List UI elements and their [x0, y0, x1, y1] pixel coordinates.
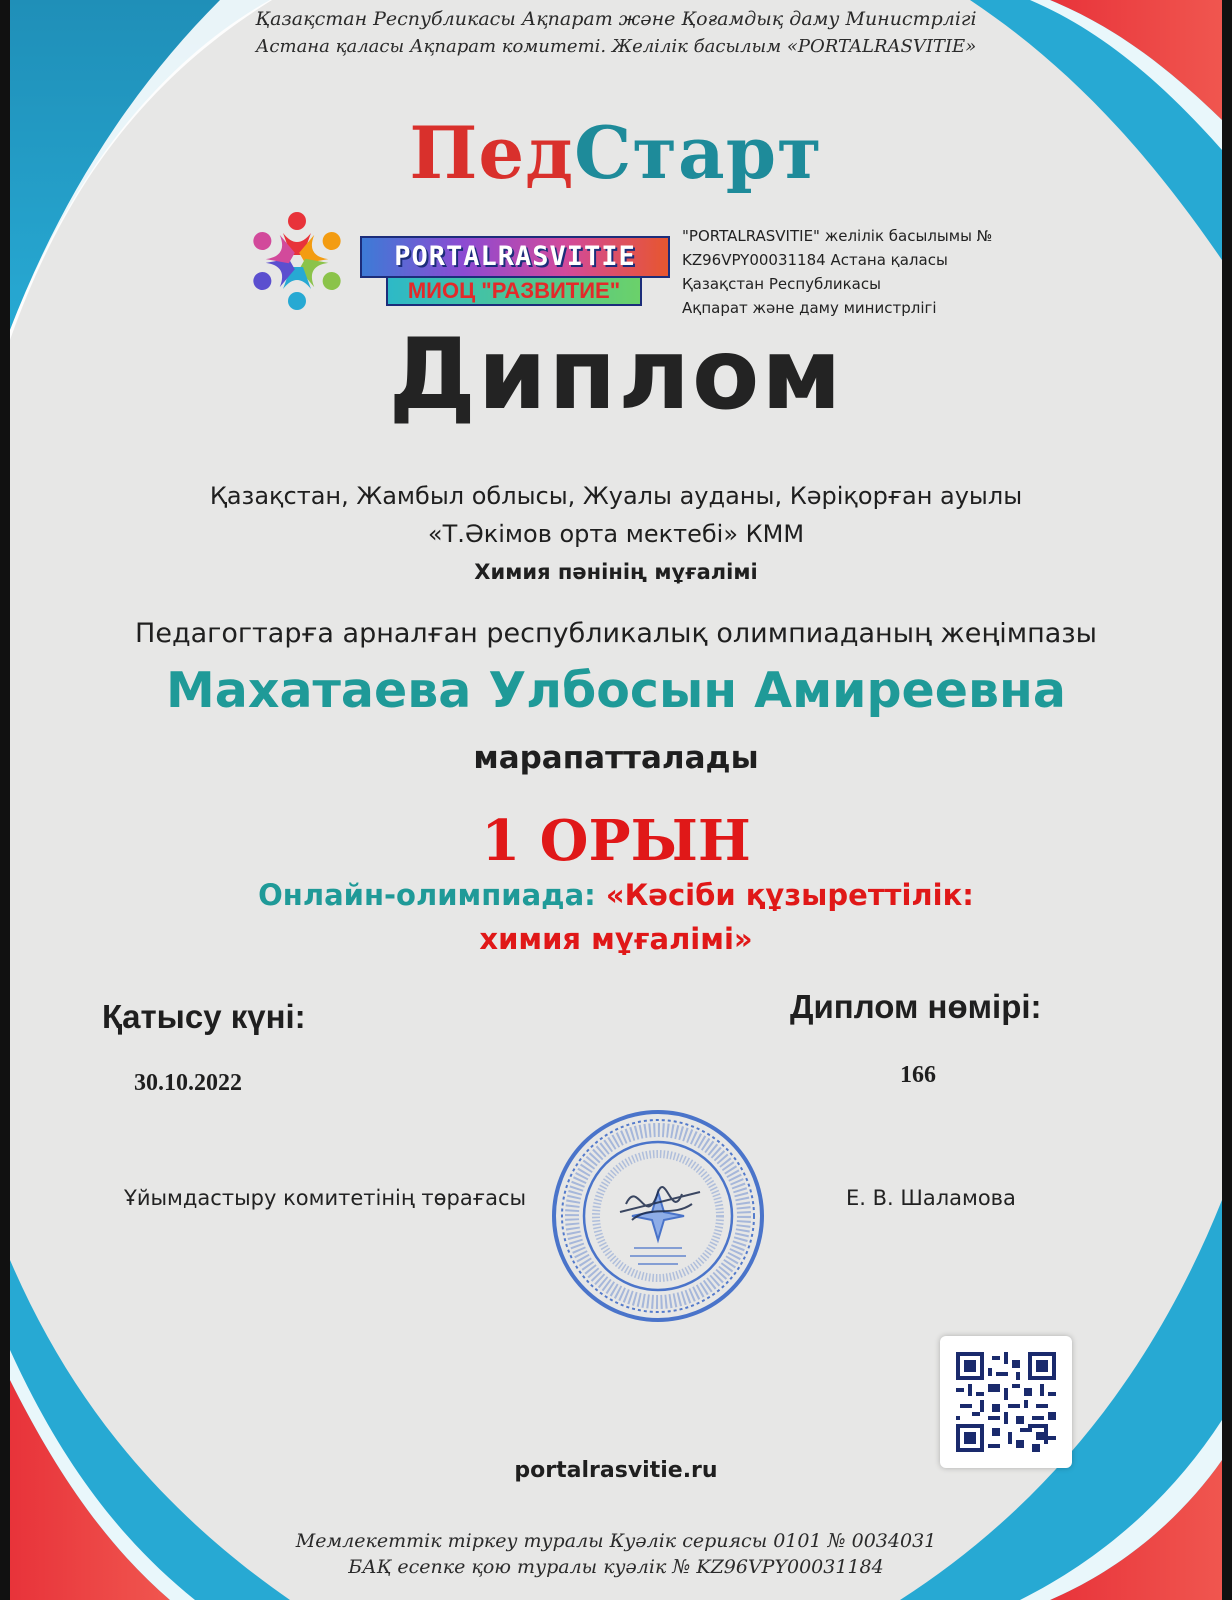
number-value: 166	[900, 1062, 936, 1088]
brand-part-2: Старт	[574, 110, 823, 195]
diploma-title: Диплом	[388, 318, 844, 432]
chair-label: Ұйымдастыру комитетінің төрағасы	[124, 1186, 527, 1210]
winner-text: Педагогтарға арналған республикалық олимпиаданың жеңімпазы	[135, 618, 1097, 649]
qr-code-icon	[956, 1352, 1056, 1452]
brand-part-1: Пед	[409, 110, 575, 195]
olympiad-title-part-2: химия мұғалімі»	[479, 922, 753, 956]
badge-title: PORTALRASVITIE	[360, 236, 670, 278]
date-value: 30.10.2022	[134, 1070, 242, 1096]
number-label: Диплом нөмірі:	[790, 988, 1042, 1025]
recipient-school: «Т.Әкімов орта мектебі» КММ	[427, 520, 805, 548]
badge-subtitle: МИОЦ "РАЗВИТИЕ"	[386, 276, 642, 306]
diploma-page	[10, 0, 1222, 1600]
official-seal-icon	[550, 1108, 766, 1324]
certificate-line-2: БАҚ есепке қою туралы куәлік № KZ96VPY00031184	[348, 1556, 884, 1578]
awarded-text: марапатталады	[473, 740, 759, 776]
olympiad-title-part-1: «Кәсіби құзыреттілік:	[605, 878, 974, 912]
registration-line: Қазақстан Республикасы	[682, 275, 881, 293]
recipient-name: Махатаева Улбосын Амиреевна	[166, 662, 1066, 719]
certificate-line-1: Мемлекеттік тіркеу туралы Куәлік сериясы 0101 № 0034031	[295, 1530, 937, 1552]
recipient-subject: Химия пәнінің мұғалімі	[474, 560, 758, 584]
people-circle-logo-icon	[242, 206, 352, 316]
registration-line: "PORTALRASVITIE" желілік басылымы №	[682, 227, 993, 245]
place-award: 1 ОРЫН	[481, 808, 751, 874]
website-link[interactable]: portalrasvitie.ru	[514, 1458, 718, 1483]
brand-logo-text	[10, 110, 1222, 195]
recipient-address: Қазақстан, Жамбыл облысы, Жуалы ауданы, Кәріқорған ауылы	[209, 482, 1023, 510]
registration-info	[682, 224, 992, 320]
portalrasvitie-badge	[360, 236, 670, 310]
ministry-line-1: Қазақстан Республикасы Ақпарат және Қоғамдық даму Министрлігі	[255, 8, 977, 30]
registration-line: Ақпарат және даму министрлігі	[682, 299, 937, 317]
olympiad-prefix: Онлайн-олимпиада:	[258, 878, 606, 912]
date-label: Қатысу күні:	[102, 998, 306, 1035]
ministry-line-2: Астана қаласы Ақпарат комитеті. Желілік басылым «PORTALRASVITIE»	[255, 36, 977, 57]
olympiad-line-1	[10, 878, 1222, 912]
signer-name: Е. В. Шаламова	[846, 1186, 1016, 1210]
registration-line: KZ96VPY00031184 Астана қаласы	[682, 251, 948, 269]
